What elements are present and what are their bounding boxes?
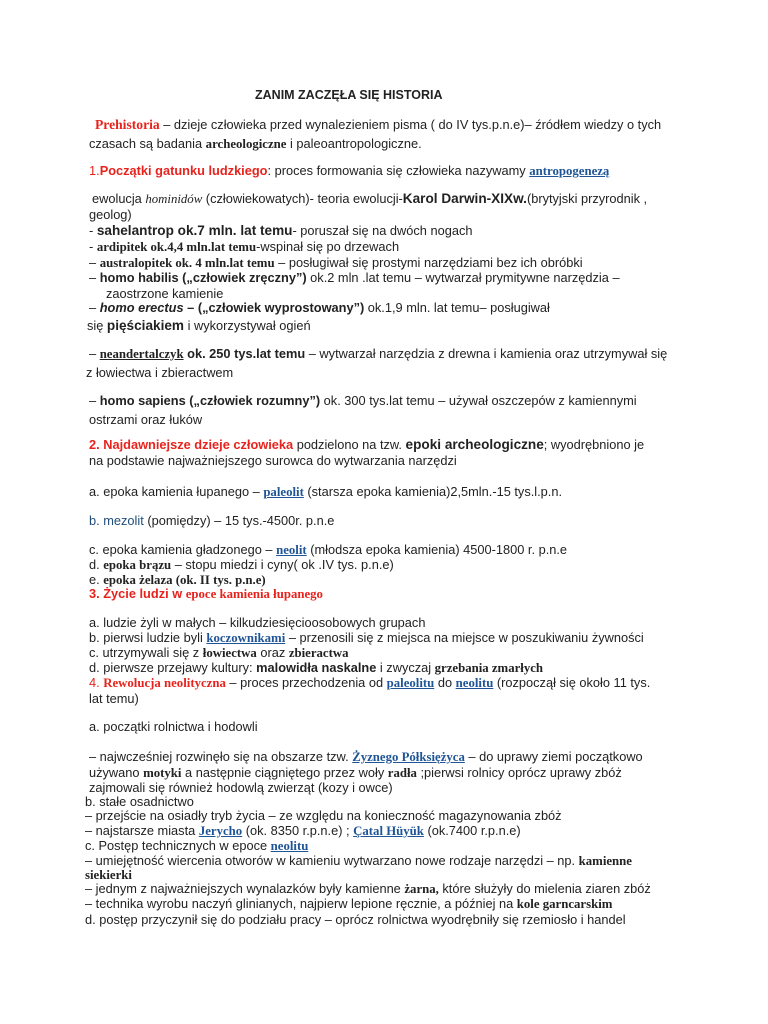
link-neolitu-2[interactable]: neolitu <box>270 839 309 853</box>
text-line: zaostrzone kamienie <box>106 286 224 301</box>
list-item: – homo habilis („człowiek zręczny”) ok.2 mln .lat temu – wytwarzał prymitywne narzędzia – <box>89 270 620 285</box>
link-koczownikami[interactable]: koczownikami <box>206 631 286 645</box>
link-zyzny-polksiezyc[interactable]: Żyznego Półksiężyca <box>352 750 465 764</box>
text-line: z łowiectwa i zbieractwem <box>86 365 234 380</box>
text-line: – jednym z najważniejszych wynalazków były kamienne żarna, które służyły do mielenia ziaren zbóż <box>85 881 651 896</box>
section-heading: 1.Początki gatunku ludzkiego: proces formowania się człowieka nazywamy antropogenezą <box>89 163 610 178</box>
list-item: d. postęp przyczynił się do podziału pracy – oprócz rolnictwa wyodrębniły się rzemiosło i handel <box>85 912 626 927</box>
list-item: a. początki rolnictwa i hodowli <box>89 719 258 734</box>
text-line: ewolucja hominidów (człowiekowatych)- teoria ewolucji-Karol Darwin-XIXw.(brytyjski przyrodnik , <box>92 191 648 206</box>
document-title: ZANIM ZACZĘŁA SIĘ HISTORIA <box>255 88 443 102</box>
list-item: b. pierwsi ludzie byli koczownikami – przenosili się z miejsca na miejsce w poszukiwaniu żywności <box>89 630 644 645</box>
section-heading: 2. Najdawniejsze dzieje człowieka podzielono na tzw. epoki archeologiczne; wyodrębniono je <box>89 437 645 452</box>
list-item: e. epoka żelaza (ok. II tys. p.n.e) <box>89 572 266 587</box>
link-paleolitu[interactable]: paleolitu <box>386 676 435 690</box>
list-item: a. epoka kamienia łupanego – paleolit (starsza epoka kamienia)2,5mln.-15 tys.l.p.n. <box>89 484 563 499</box>
text-line: się pięściakiem i wykorzystywał ogień <box>87 318 311 333</box>
list-item: c. utrzymywali się z łowiectwa oraz zbieractwa <box>89 645 349 660</box>
text-line: – najwcześniej rozwinęło się na obszarze tzw. Żyznego Półksiężyca – do uprawy ziemi początkowo <box>89 749 643 764</box>
link-jerycho[interactable]: Jerycho <box>198 824 243 838</box>
link-neolitu[interactable]: neolitu <box>455 676 494 690</box>
list-item: - ardipitek ok.4,4 mln.lat temu-wspinał się po drzewach <box>89 239 400 254</box>
list-item: – australopitek ok. 4 mln.lat temu – posługiwał się prostymi narzędziami bez ich obróbki <box>89 255 583 270</box>
list-item: a. ludzie żyli w małych – kilkudziesięcioosobowych grupach <box>89 615 426 630</box>
list-item: d. epoka brązu – stopu miedzi i cyny( ok .IV tys. p.n.e) <box>89 557 394 572</box>
section-heading: 4. Rewolucja neolityczna – proces przechodzenia od paleolitu do neolitu (rozpoczął się około 11 tys. <box>89 675 651 690</box>
list-item: – homo erectus – („człowiek wyprostowany”) ok.1,9 mln. lat temu– posługiwał <box>89 300 550 315</box>
text-line: siekierki <box>85 868 132 882</box>
text-line: geolog) <box>89 207 132 222</box>
text-line: – najstarsze miasta Jerycho (ok. 8350 r.p.n.e) ; Çatal Hüyük (ok.7400 r.p.n.e) <box>85 823 521 838</box>
list-item: c. epoka kamienia gładzonego – neolit (młodsza epoka kamienia) 4500-1800 r. p.n.e <box>89 542 568 557</box>
text-line: ostrzami oraz łuków <box>89 412 203 427</box>
list-item: c. Postęp technicznych w epoce neolitu <box>85 838 309 853</box>
list-item: – neandertalczyk ok. 250 tys.lat temu – wytwarzał narzędzia z drewna i kamienia oraz utrzymywał się <box>89 346 668 361</box>
text-line: lat temu) <box>89 691 139 706</box>
list-item: d. pierwsze przejawy kultury: malowidła naskalne i zwyczaj grzebania zmarłych <box>89 660 544 675</box>
list-item: b. stałe osadnictwo <box>85 794 194 809</box>
link-neolit[interactable]: neolit <box>276 543 307 557</box>
list-item: – homo sapiens („człowiek rozumny”) ok. 300 tys.lat temu – używał oszczepów z kamiennymi <box>89 393 637 408</box>
link-paleolit[interactable]: paleolit <box>263 485 304 499</box>
list-item: b. mezolit (pomiędzy) – 15 tys.-4500r. p.n.e <box>89 513 335 528</box>
text-line: używano motyki a następnie ciągniętego przez woły radła ;pierwsi rolnicy oprócz uprawy zbóż <box>89 765 622 780</box>
text-line: czasach są badania archeologiczne i paleoantropologiczne. <box>89 136 422 151</box>
link-antropogeneza[interactable]: antropogenezą <box>529 164 610 178</box>
text-line: Prehistoria – dzieje człowieka przed wynalezieniem pisma ( do IV tys.p.n.e)– źródłem wiedzy o tych <box>95 117 662 132</box>
link-catal-huyuk[interactable]: Çatal Hüyük <box>353 824 424 838</box>
text-line: – przejście na osiadły tryb życia – ze względu na konieczność magazynowania zbóż <box>85 808 562 823</box>
section-heading: 3. Życie ludzi w epoce kamienia łupanego <box>89 586 323 601</box>
text-line: – technika wyrobu naczyń glinianych, najpierw lepione ręcznie, a później na kole garncarskim <box>85 896 613 911</box>
text-line: na podstawie najważniejszego surowca do wytwarzania narzędzi <box>89 453 457 468</box>
text-line: – umiejętność wiercenia otworów w kamieniu wytwarzano nowe rodzaje narzędzi – np. kamienne <box>85 853 632 868</box>
list-item: - sahelantrop ok.7 mln. lat temu- poruszał się na dwóch nogach <box>89 223 473 238</box>
text-line: zajmowali się również hodowlą zwierząt (kozy i owce) <box>89 780 393 795</box>
